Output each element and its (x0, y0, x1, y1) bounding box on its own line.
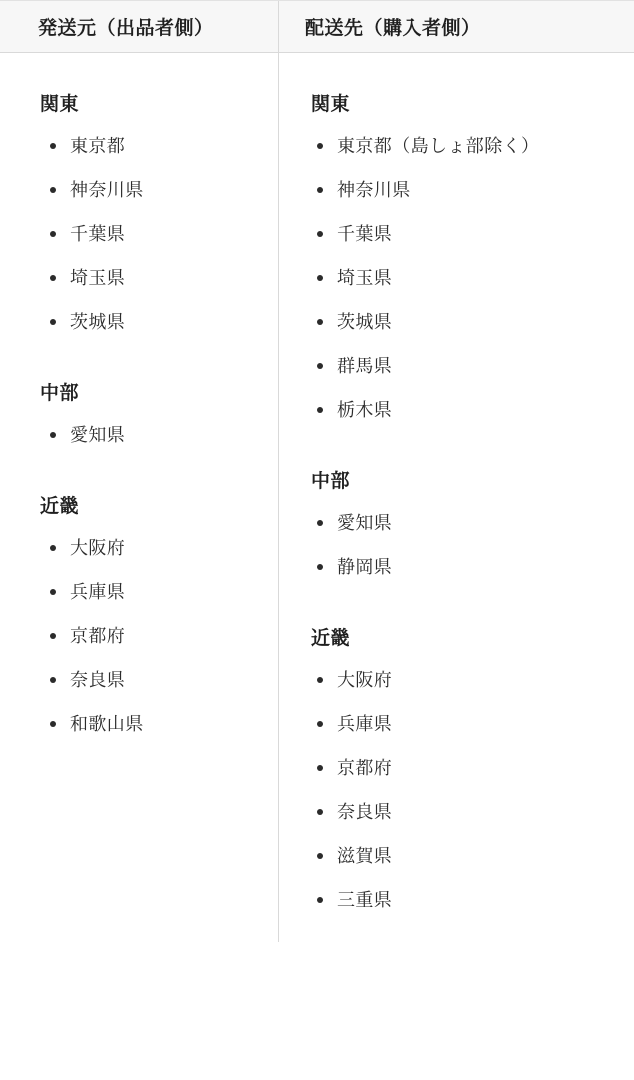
region-title: 近畿 (40, 496, 80, 517)
region-title: 関東 (311, 94, 351, 115)
list-item: 埼玉県 (40, 256, 264, 300)
list-item: 京都府 (307, 746, 620, 790)
prefecture-list (307, 658, 620, 922)
list-item: 和歌山県 (40, 702, 264, 746)
region-title: 近畿 (311, 628, 351, 649)
list-item: 埼玉県 (307, 256, 620, 300)
list-item: 京都府 (40, 614, 264, 658)
region-title: 中部 (40, 383, 80, 404)
list-item: 三重県 (307, 878, 620, 922)
region-group-chubu-receiver (307, 466, 620, 589)
sender-column-header: 発送元（出品者側） (0, 1, 278, 53)
receiver-column-body (7, 53, 634, 942)
list-item: 静岡県 (307, 545, 620, 589)
list-item: 大阪府 (307, 658, 620, 702)
region-group-kinki-receiver (307, 623, 620, 922)
list-item: 栃木県 (307, 388, 620, 432)
list-item: 滋賀県 (307, 834, 620, 878)
list-item: 兵庫県 (307, 702, 620, 746)
prefecture-list (307, 501, 620, 589)
list-item: 奈良県 (307, 790, 620, 834)
list-item: 群馬県 (307, 344, 620, 388)
list-item: 兵庫県 (40, 570, 264, 614)
list-item: 大阪府 (40, 526, 264, 570)
list-item: 東京都 (40, 124, 264, 168)
list-item: 神奈川県 (307, 168, 620, 212)
list-item: 愛知県 (40, 413, 264, 457)
region-group-kanto-receiver (307, 89, 620, 432)
receiver-column-header: 配送先（購入者側） (279, 1, 634, 53)
region-title: 中部 (311, 471, 351, 492)
list-item: 奈良県 (40, 658, 264, 702)
region-title: 関東 (40, 94, 80, 115)
list-item: 東京都（島しょ部除く） (307, 124, 620, 168)
list-item: 千葉県 (40, 212, 264, 256)
list-item: 茨城県 (307, 300, 620, 344)
list-item: 愛知県 (307, 501, 620, 545)
list-item: 茨城県 (40, 300, 264, 344)
receiver-column (279, 1, 634, 942)
list-item: 千葉県 (307, 212, 620, 256)
list-item: 神奈川県 (40, 168, 264, 212)
prefecture-list (307, 124, 620, 432)
